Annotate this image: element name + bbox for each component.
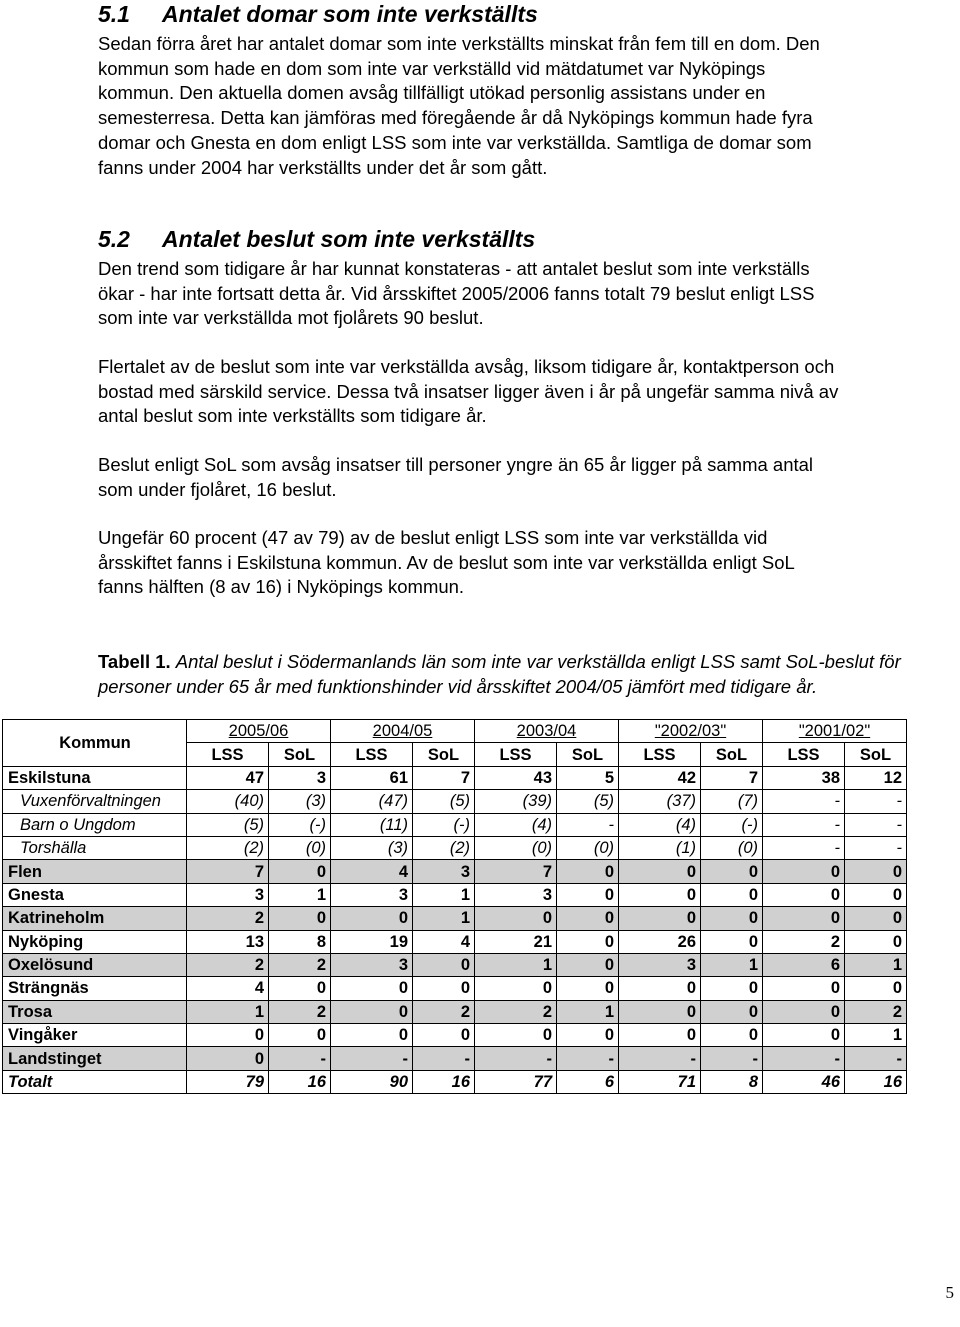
value-cell: 0	[413, 977, 475, 1000]
column-header: LSS	[187, 743, 269, 766]
text-line: bostad med särskild service. Dessa två insatser ligger även i år på ungefär samma nivå av	[98, 380, 839, 402]
value-cell: 0	[763, 1024, 845, 1047]
text-line: antal beslut som inte verkställts som tidigare år.	[98, 405, 487, 427]
page-number: 5	[945, 1283, 954, 1302]
year-label: 2003/04	[516, 722, 577, 741]
value-cell: 5	[557, 766, 619, 789]
table-row	[3, 1070, 907, 1093]
section-5-2-paragraph-4	[98, 526, 960, 600]
value-cell: -	[763, 836, 845, 859]
value-cell: -	[845, 836, 907, 859]
value-cell: (0)	[701, 836, 763, 859]
value-cell: 4	[331, 860, 413, 883]
value-cell: (5)	[187, 813, 269, 836]
value-cell: 0	[701, 1024, 763, 1047]
value-cell: -	[845, 1047, 907, 1070]
section-5-2-paragraph-2	[98, 355, 960, 429]
value-cell: (-)	[269, 813, 331, 836]
value-cell: 2	[187, 907, 269, 930]
value-cell: (47)	[331, 790, 413, 813]
value-cell: 21	[475, 930, 557, 953]
value-cell: -	[619, 1047, 701, 1070]
row-name-cell: Eskilstuna	[3, 766, 187, 789]
year-header	[187, 720, 331, 743]
column-header: SoL	[269, 743, 331, 766]
value-cell: 0	[763, 907, 845, 930]
value-cell: 0	[619, 860, 701, 883]
table-header-row	[3, 720, 907, 743]
value-cell: 2	[187, 953, 269, 976]
value-cell: 0	[845, 860, 907, 883]
value-cell: (4)	[475, 813, 557, 836]
value-cell: (3)	[331, 836, 413, 859]
caption-label: Tabell 1.	[98, 651, 171, 672]
table-caption	[98, 649, 960, 699]
caption-line	[98, 674, 960, 699]
year-header	[475, 720, 619, 743]
value-cell: 0	[619, 977, 701, 1000]
value-cell: 2	[475, 1000, 557, 1023]
value-cell: 3	[269, 766, 331, 789]
row-name-cell: Vuxenförvaltningen	[3, 790, 187, 813]
column-header: SoL	[845, 743, 907, 766]
section-number: 5.1	[98, 1, 130, 27]
section-title: Antalet domar som inte verkställts	[162, 1, 538, 27]
value-cell: 8	[701, 1070, 763, 1093]
value-cell: -	[845, 813, 907, 836]
value-cell: 0	[331, 977, 413, 1000]
value-cell: (0)	[269, 836, 331, 859]
row-name-cell: Barn o Ungdom	[3, 813, 187, 836]
value-cell: (2)	[187, 836, 269, 859]
value-cell: 7	[701, 766, 763, 789]
value-cell: 3	[187, 883, 269, 906]
section-title: Antalet beslut som inte verkställts	[162, 226, 536, 252]
value-cell: 6	[557, 1070, 619, 1093]
value-cell: 4	[187, 977, 269, 1000]
value-cell: 0	[619, 883, 701, 906]
value-cell: 0	[187, 1047, 269, 1070]
value-cell: 71	[619, 1070, 701, 1093]
caption-text: Antal beslut i Södermanlands län som inte var verkställda enligt LSS samt SoL-beslut för	[175, 651, 901, 672]
value-cell: 7	[413, 766, 475, 789]
value-cell: 0	[557, 930, 619, 953]
value-cell: 0	[845, 977, 907, 1000]
value-cell: 0	[187, 1024, 269, 1047]
value-cell: 7	[475, 860, 557, 883]
section-heading-5-1	[98, 0, 538, 28]
column-header: LSS	[763, 743, 845, 766]
value-cell: 0	[331, 907, 413, 930]
value-cell: (5)	[413, 790, 475, 813]
section-heading-5-2	[98, 225, 535, 253]
value-cell: 16	[413, 1070, 475, 1093]
value-cell: 1	[557, 1000, 619, 1023]
value-cell: (5)	[557, 790, 619, 813]
row-name-cell: Katrineholm	[3, 907, 187, 930]
table-row	[3, 1047, 907, 1070]
value-cell: (0)	[557, 836, 619, 859]
table-row	[3, 766, 907, 789]
year-header	[763, 720, 907, 743]
column-header: LSS	[619, 743, 701, 766]
table-row	[3, 1000, 907, 1023]
value-cell: -	[701, 1047, 763, 1070]
value-cell: 0	[701, 883, 763, 906]
caption-text: personer under 65 år med funktionshinder vid årsskiftet 2004/05 jämfört med tidigare år.	[98, 676, 818, 697]
value-cell: 0	[557, 1024, 619, 1047]
column-header: LSS	[475, 743, 557, 766]
value-cell: (40)	[187, 790, 269, 813]
value-cell: 0	[701, 860, 763, 883]
value-cell: 16	[269, 1070, 331, 1093]
value-cell: 1	[187, 1000, 269, 1023]
column-header: SoL	[413, 743, 475, 766]
text-line: som inte var verkställda mot fjolårets 90 beslut.	[98, 307, 484, 329]
value-cell: 2	[269, 1000, 331, 1023]
table-row	[3, 907, 907, 930]
value-cell: 0	[475, 907, 557, 930]
value-cell: 2	[269, 953, 331, 976]
value-cell: 0	[557, 953, 619, 976]
row-name-cell: Torshälla	[3, 836, 187, 859]
value-cell: 0	[763, 883, 845, 906]
value-cell: -	[763, 790, 845, 813]
table-row	[3, 883, 907, 906]
value-cell: 0	[763, 1000, 845, 1023]
value-cell: -	[845, 790, 907, 813]
value-cell: 8	[269, 930, 331, 953]
text-line: kommun som hade en dom som inte var verkställd vid mätdatumet var Nyköpings	[98, 57, 766, 79]
row-name-cell: Vingåker	[3, 1024, 187, 1047]
value-cell: 0	[619, 907, 701, 930]
year-label: "2001/02"	[798, 722, 871, 741]
value-cell: 0	[413, 1024, 475, 1047]
caption-line	[98, 649, 960, 674]
column-header: LSS	[331, 743, 413, 766]
value-cell: -	[413, 1047, 475, 1070]
text-line: fanns under 2004 har verkställts under det år som gått.	[98, 156, 548, 178]
value-cell: 0	[701, 1000, 763, 1023]
row-name-cell: Nyköping	[3, 930, 187, 953]
table-row	[3, 977, 907, 1000]
value-cell: (1)	[619, 836, 701, 859]
value-cell: (0)	[475, 836, 557, 859]
value-cell: 79	[187, 1070, 269, 1093]
value-cell: 0	[269, 860, 331, 883]
value-cell: (2)	[413, 836, 475, 859]
kommun-header: Kommun	[3, 720, 187, 767]
value-cell: 77	[475, 1070, 557, 1093]
value-cell: 1	[413, 907, 475, 930]
table-row	[3, 953, 907, 976]
value-cell: -	[269, 1047, 331, 1070]
value-cell: -	[475, 1047, 557, 1070]
value-cell: 1	[845, 1024, 907, 1047]
value-cell: 0	[475, 977, 557, 1000]
text-line: semesterresa. Detta kan jämföras med föregående år då Nyköpings kommun hade fyra	[98, 107, 813, 129]
text-line: Flertalet av de beslut som inte var verkställda avsåg, liksom tidigare år, kontaktperson och	[98, 356, 835, 377]
text-line: årsskiftet fanns i Eskilstuna kommun. Av de beslut som inte var verkställda enligt SoL	[98, 551, 795, 573]
value-cell: 0	[763, 977, 845, 1000]
value-cell: 19	[331, 930, 413, 953]
text-line: ökar - har inte fortsatt detta år. Vid årsskiftet 2005/2006 fanns totalt 79 beslut enligt LSS	[98, 282, 815, 304]
value-cell: 46	[763, 1070, 845, 1093]
text-line: Ungefär 60 procent (47 av 79) av de beslut enligt LSS som inte var verkställda vid	[98, 527, 768, 548]
value-cell: 0	[763, 860, 845, 883]
column-header: SoL	[701, 743, 763, 766]
value-cell: (-)	[413, 813, 475, 836]
value-cell: 13	[187, 930, 269, 953]
value-cell: 0	[845, 930, 907, 953]
value-cell: 3	[619, 953, 701, 976]
text-line: fanns hälften (8 av 16) i Nyköpings kommun.	[98, 576, 465, 598]
row-name-cell: Trosa	[3, 1000, 187, 1023]
value-cell: 0	[701, 907, 763, 930]
value-cell: 0	[269, 907, 331, 930]
value-cell: -	[763, 1047, 845, 1070]
value-cell: 3	[331, 883, 413, 906]
value-cell: 26	[619, 930, 701, 953]
value-cell: 38	[763, 766, 845, 789]
value-cell: 43	[475, 766, 557, 789]
value-cell: -	[331, 1047, 413, 1070]
text-line: Den trend som tidigare år har kunnat konstateras - att antalet beslut som inte verkställs	[98, 258, 810, 279]
value-cell: 0	[619, 1024, 701, 1047]
value-cell: 16	[845, 1070, 907, 1093]
table-row	[3, 930, 907, 953]
value-cell: -	[763, 813, 845, 836]
value-cell: 2	[763, 930, 845, 953]
value-cell: (7)	[701, 790, 763, 813]
value-cell: 2	[413, 1000, 475, 1023]
value-cell: 61	[331, 766, 413, 789]
value-cell: (11)	[331, 813, 413, 836]
row-name-cell: Gnesta	[3, 883, 187, 906]
value-cell: 0	[475, 1024, 557, 1047]
value-cell: 0	[701, 930, 763, 953]
year-label: "2002/03"	[654, 722, 727, 741]
section-5-2-paragraph-1	[98, 257, 960, 331]
row-name-cell: Totalt	[3, 1070, 187, 1093]
value-cell: 0	[557, 883, 619, 906]
data-table	[2, 719, 907, 1094]
year-header	[619, 720, 763, 743]
value-cell: 42	[619, 766, 701, 789]
value-cell: 47	[187, 766, 269, 789]
value-cell: 4	[413, 930, 475, 953]
value-cell: (37)	[619, 790, 701, 813]
value-cell: 3	[413, 860, 475, 883]
row-name-cell: Landstinget	[3, 1047, 187, 1070]
text-line: som under fjolåret, 16 beslut.	[98, 478, 337, 500]
table-body	[3, 720, 907, 1094]
value-cell: (-)	[701, 813, 763, 836]
value-cell: 1	[413, 883, 475, 906]
value-cell: 0	[269, 1024, 331, 1047]
year-label: 2004/05	[372, 722, 433, 741]
value-cell: 3	[475, 883, 557, 906]
value-cell: 0	[331, 1000, 413, 1023]
value-cell: 7	[187, 860, 269, 883]
value-cell: 0	[557, 907, 619, 930]
table-row	[3, 860, 907, 883]
value-cell: 12	[845, 766, 907, 789]
value-cell: 0	[619, 1000, 701, 1023]
section-number: 5.2	[98, 226, 130, 252]
value-cell: (4)	[619, 813, 701, 836]
row-name-cell: Flen	[3, 860, 187, 883]
value-cell: (3)	[269, 790, 331, 813]
row-name-cell: Strängnäs	[3, 977, 187, 1000]
value-cell: 1	[845, 953, 907, 976]
value-cell: 3	[331, 953, 413, 976]
value-cell: 1	[701, 953, 763, 976]
value-cell: 90	[331, 1070, 413, 1093]
value-cell: 2	[845, 1000, 907, 1023]
value-cell: 0	[845, 883, 907, 906]
table-row	[3, 813, 907, 836]
table-row	[3, 836, 907, 859]
value-cell: 0	[331, 1024, 413, 1047]
text-line: Beslut enligt SoL som avsåg insatser till personer yngre än 65 år ligger på samma antal	[98, 454, 814, 475]
value-cell: 1	[475, 953, 557, 976]
text-line: kommun. Den aktuella domen avsåg tillfälligt utökad personlig assistans under en	[98, 82, 766, 104]
value-cell: 0	[557, 860, 619, 883]
value-cell: (39)	[475, 790, 557, 813]
year-header	[331, 720, 475, 743]
value-cell: 1	[269, 883, 331, 906]
value-cell: -	[557, 813, 619, 836]
column-header: SoL	[557, 743, 619, 766]
value-cell: 0	[269, 977, 331, 1000]
table-row	[3, 790, 907, 813]
value-cell: 6	[763, 953, 845, 976]
row-name-cell: Oxelösund	[3, 953, 187, 976]
section-5-2-paragraph-3	[98, 453, 960, 502]
table-row	[3, 1024, 907, 1047]
text-line: Sedan förra året har antalet domar som inte verkställts minskat från fem till en dom. Den	[98, 33, 820, 54]
value-cell: 0	[701, 977, 763, 1000]
value-cell: 0	[413, 953, 475, 976]
year-label: 2005/06	[228, 722, 289, 741]
value-cell: -	[557, 1047, 619, 1070]
value-cell: 0	[557, 977, 619, 1000]
text-line: domar och Gnesta en dom enligt LSS som inte var verkställda. Samtliga de domar som	[98, 131, 812, 153]
value-cell: 0	[845, 907, 907, 930]
section-5-1-paragraph	[98, 32, 960, 180]
